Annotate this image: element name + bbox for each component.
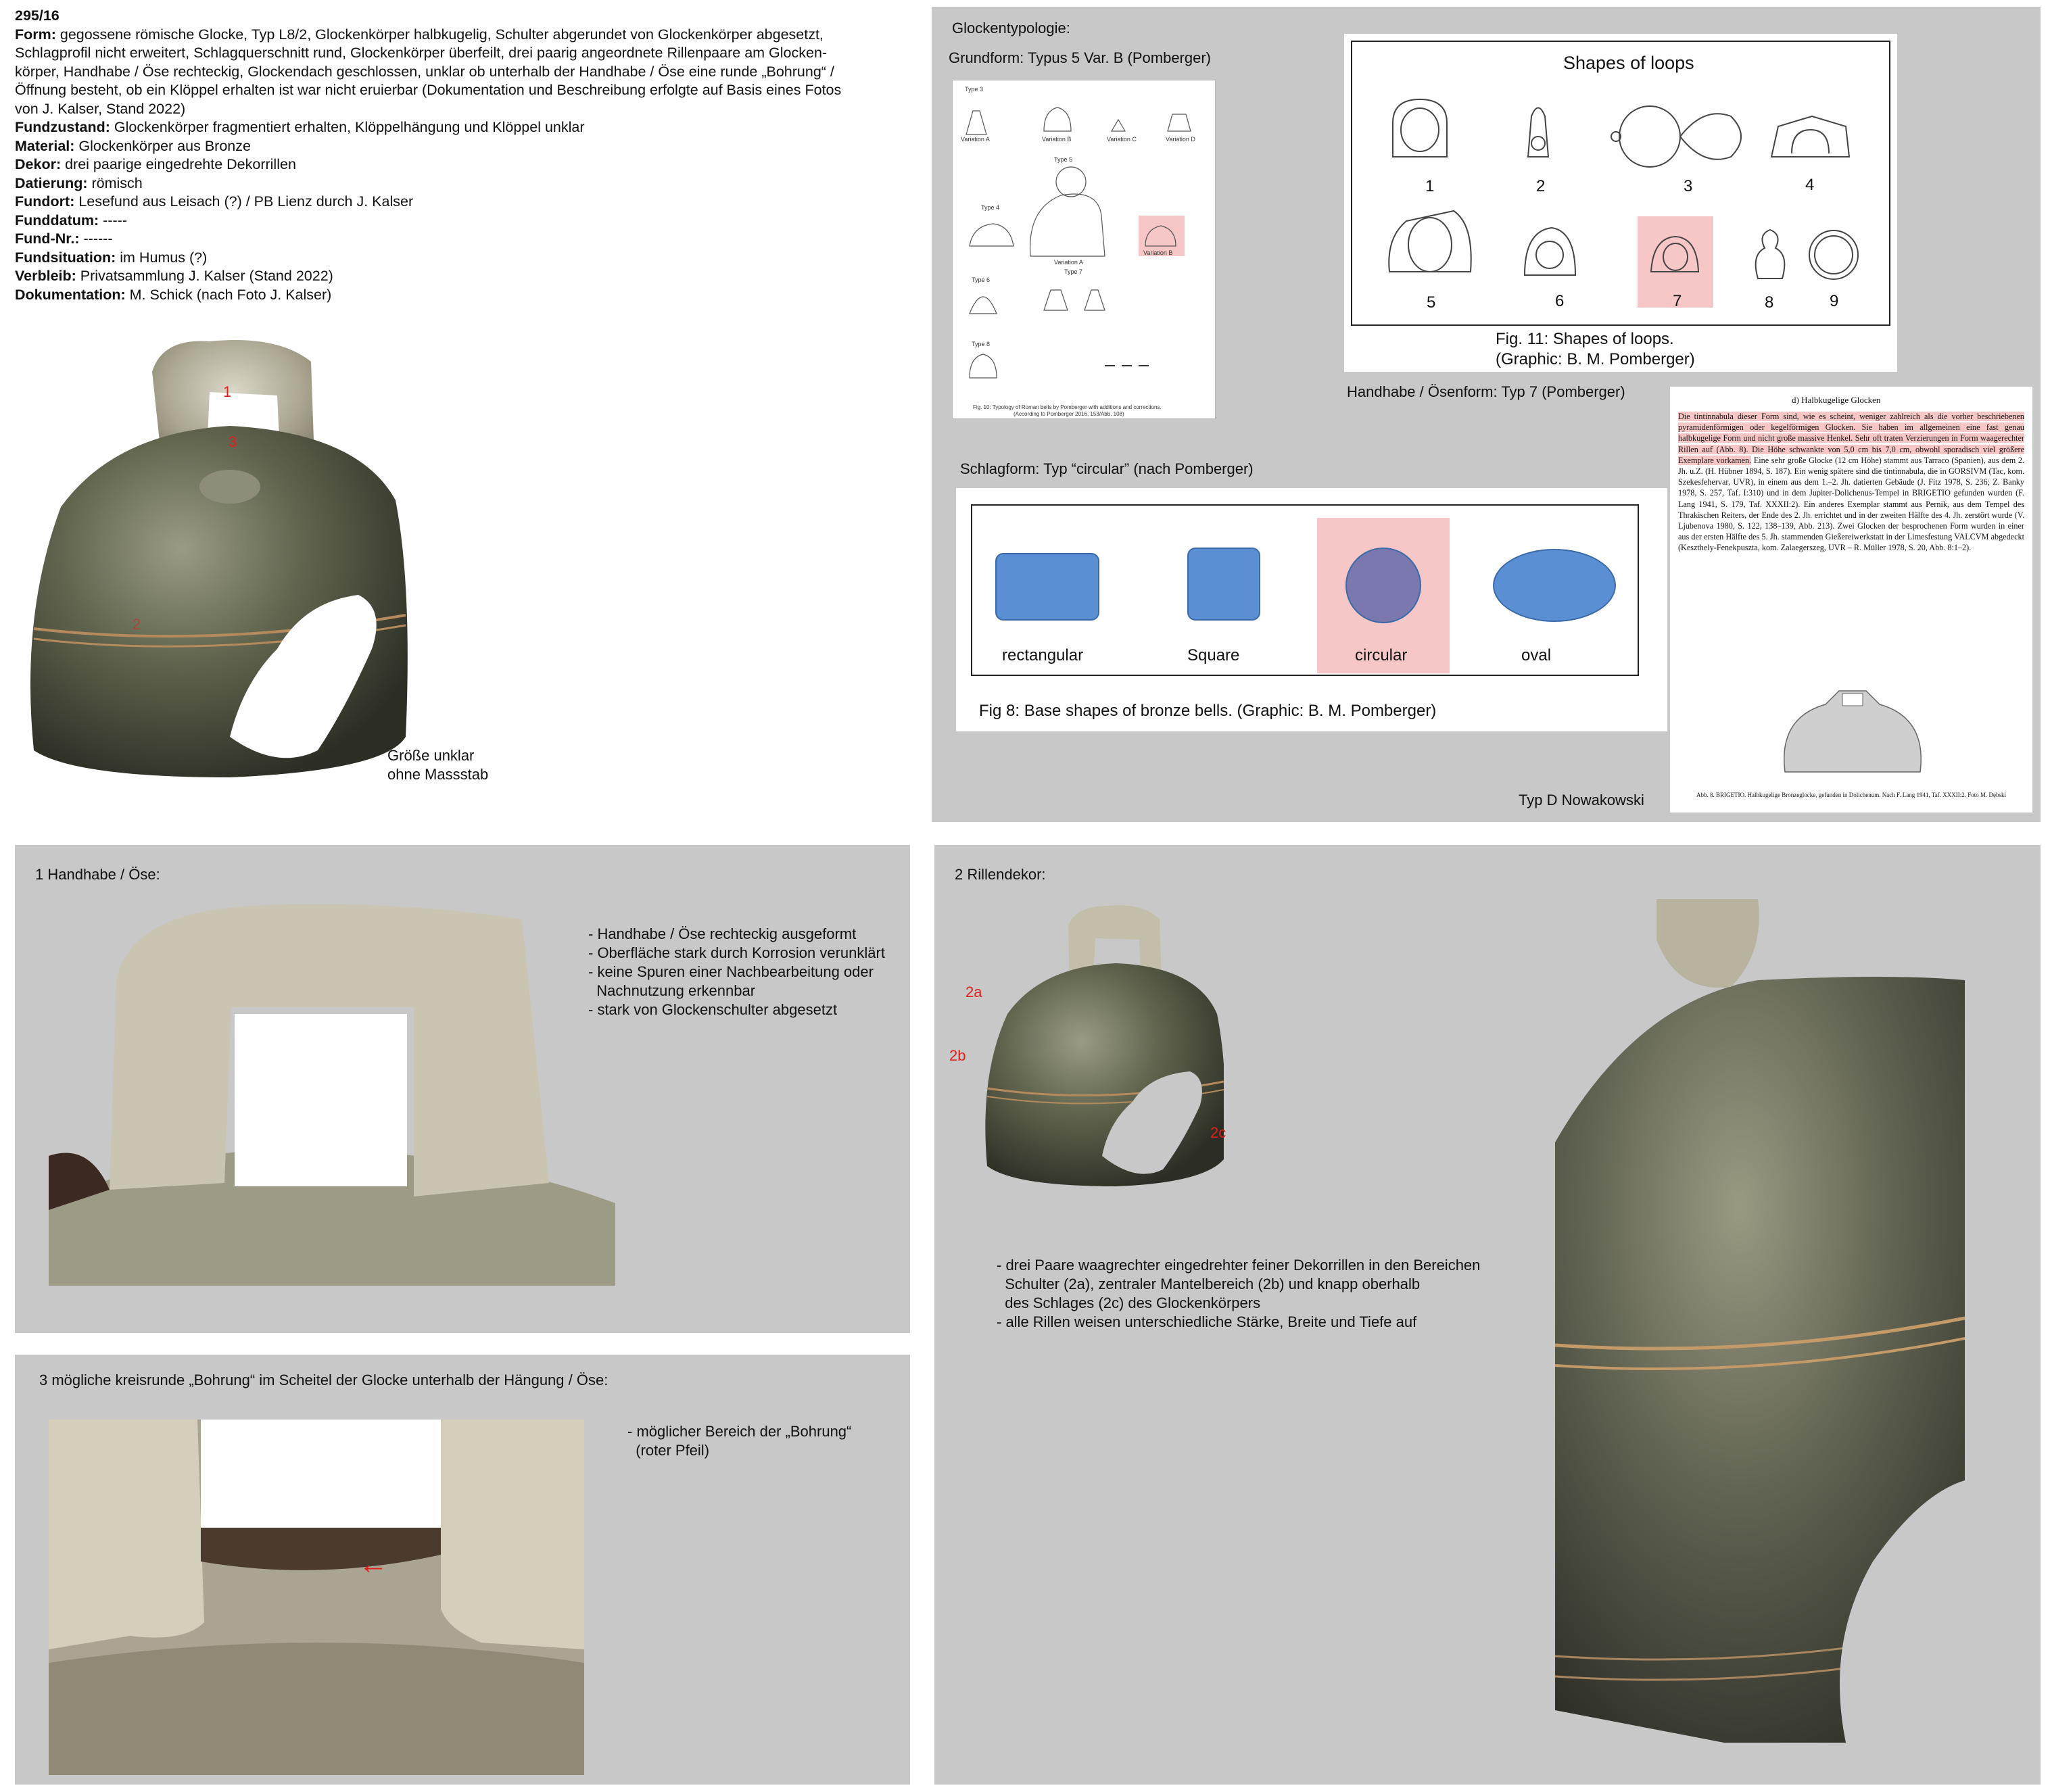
fig-label: Type 5 [1054,156,1073,163]
fig-label: Variation A [1054,259,1083,266]
red-arrow-icon: ← [358,1547,388,1580]
oval-shape [1493,549,1616,622]
excerpt-caption: Abb. 8. BRIGETIO. Halbkugelige Bronzeglocke, gefunden in Dolichenum. Nach F. Lang 1941, Taf. XXXII:2. Foto M. Dębski [1696,792,2006,798]
marker-3: 3 [229,433,237,450]
bullet: - keine Spuren einer Nachbearbeitung oder [588,963,874,980]
main-bell-photo [7,331,412,791]
field-value: gegossene römische Glocke, Typ L8/2, Glockenkörper halbkugelig, Schulter abgerundet von Glockenkörper abgesetzt, [55,26,824,43]
label-2b: 2b [949,1047,966,1064]
bullet: des Schlages (2c) des Glockenkörpers [997,1294,1261,1311]
field-row [15,155,924,174]
fig-label: Type 8 [972,341,991,347]
field-value: römisch [87,174,143,191]
field-row [15,174,924,193]
field-label: Fundsituation: [15,249,116,266]
loops-title: Shapes of loops [1563,53,1694,73]
section-title: 2 Rillendekor: [955,866,1046,883]
loop-number: 3 [1684,177,1693,195]
label-2a: 2a [966,984,982,1000]
scale-note: ohne Massstab [387,766,489,783]
field-value: ------ [79,231,113,247]
loop-number: 5 [1427,293,1436,312]
field-value: im Humus (?) [116,249,208,266]
field-label: Dokumentation: [15,286,126,303]
field-row [15,286,924,305]
shape-label: oval [1521,646,1552,664]
field-value: Glockenkörper aus Bronze [74,137,251,154]
field-value: M. Schick (nach Foto J. Kalser) [125,286,332,303]
literature-excerpt [1670,387,2032,813]
bullet: - alle Rillen weisen unterschiedliche Stärke, Breite und Tiefe auf [997,1313,1417,1330]
bell-illustration [7,331,412,791]
size-note: Größe unklar [387,747,475,764]
field-value: ----- [99,212,127,228]
typology-drawing [953,80,1215,418]
square-shape [1187,548,1260,621]
section-title: 3 mögliche kreisrunde „Bohrung“ im Scheitel der Glocke unterhalb der Hängung / Öse: [39,1372,609,1388]
field-label: Fundort: [15,193,75,210]
schlagform-label: Schlagform: Typ “circular” (nach Pomberger) [960,460,1254,477]
loop-number: 6 [1555,292,1565,310]
excerpt-bell-image [1771,677,1934,779]
field-row [15,137,924,156]
section-hole-panel [15,1355,910,1785]
field-value: drei paarige eingedrehte Dekorrillen [61,156,296,172]
excerpt-highlight: Die tintinnabula dieser Form sind, wie es scheint, weniger zahlreich als die vorher beschriebenen pyramidenförmigen oder kegelförmigen Glocken. Sie haben im allgemeinen eine fast genau halbkugelige Form und nicht große massive Henkel. Sehr oft traten Verzierungen in Form waagerechter Rillen auf (Abb. 8). Die Höhe schwankte von 5,0 cm bis 7,0 cm, obwohl sporadisch viel größere Exemplare vorkamen. [1678,412,2024,465]
bullet: - drei Paare waagrechter eingedrehter feiner Dekorrillen in den Bereichen [997,1257,1481,1274]
excerpt-rest: Eine sehr große Glocke (12 cm Höhe) stammt aus Tarraco (Spanien), aus dem 2. Jh. u.Z. (H. Hübner 1894, S. 187). Ein wenig spätere sind die tintinnabula, die in GORSIVM (Tac, kom. Szekesfehervar, UVR), in einem aus dem 1.–2. Jh. datierten Gebäude (J. Fitz 1978, S. 236; Z. Banky 1978, S. 257, Taf. I:310) und in dem Jupiter-Dolichenus-Tempel in BRIGETIO gefunden wurden (F. Lang 1941, S. 179, Taf. XXXII:2). Ein anderes Exemplar stammt aus Pernik, aus dem Tempel des Thrakischen Reiters, der Ende des 2. Jh. errichtet und in der zweiten Hälfte des 4. Jh. zerstört wurde (V. Ljubenova 1980, S. 122, 138–139, Abb. 213). Zwei Glocken der besprochenen Form wurden in einer aus der ersten Hälfte des 5. Jh. stammenden Gießereiwerkstatt in der Limesfestung VALCVM abgedeckt (Keszthely-Fenekpuszta, kom. Zalaegerszeg, UVR – R. Müller 1978, S. 20, Abb. 8:1–2). [1678,455,2024,553]
field-row [15,193,924,212]
loop-number: 4 [1805,176,1815,194]
field-label: Funddatum: [15,212,99,228]
bullet: - Handhabe / Öse rechteckig ausgeformt [588,925,857,942]
shape-label: Square [1187,646,1240,664]
loops-caption: (Graphic: B. M. Pomberger) [1496,350,1695,368]
excerpt-heading: d) Halbkugelige Glocken [1792,395,1881,405]
rectangular-shape [995,553,1099,621]
bullet: - stark von Glockenschulter abgesetzt [588,1001,838,1018]
bullet: - Oberfläche stark durch Korrosion verunklärt [588,944,885,961]
hole-closeup-drawing [49,1420,584,1775]
typology-title: Glockentypologie: [952,20,1070,37]
form-line: Öffnung besteht, ob ein Klöppel erhalten ist war nicht eruierbar (Dokumentation und Beschreibung erfolgte auf Basis eines Fotos [15,82,842,98]
field-row [15,267,924,286]
typology-panel [932,7,2041,822]
bullet: Schulter (2a), zentraler Mantelbereich (2b) und knapp oberhalb [997,1276,1421,1292]
handle-closeup-photo [49,899,615,1286]
loop-number: 2 [1536,177,1546,195]
bell-typology-figure [952,80,1216,419]
form-line [15,26,924,45]
nowakowski-label: Typ D Nowakowski [1519,792,1644,808]
loops-caption: Fig. 11: Shapes of loops. [1496,330,1674,348]
fig-caption: Fig. 10: Typology of Roman bells by Pomberger with additions and corrections. [973,404,1162,410]
section-handle-panel [15,845,910,1333]
fig-label: Variation C [1107,136,1137,143]
base-shapes-caption: Fig 8: Base shapes of bronze bells. (Graphic: B. M. Pomberger) [979,702,1437,720]
fig-label: Type 6 [972,276,991,283]
form-line: Schlagprofil nicht erweitert, Schlagquerschnitt rund, Glockenkörper überfeilt, drei paarig angeordnete Rillenpaare am Glocken- [15,45,828,61]
bullet: - möglicher Bereich der „Bohrung“ [627,1423,852,1440]
fig-label: Type 3 [965,86,984,93]
loop-number: 1 [1425,177,1435,195]
fig-label: Type 4 [981,204,1000,211]
field-row [15,212,924,231]
excerpt-body [1678,411,2024,554]
loops-frame [1351,41,1890,326]
bullet: (roter Pfeil) [627,1442,710,1459]
fig-label: Variation B [1143,249,1173,256]
field-label: Datierung: [15,174,88,191]
grooves-closeup-photo [1555,899,1965,1743]
loop-number: 9 [1830,292,1839,310]
form-line: körper, Handhabe / Öse rechteckig, Glockendach geschlossen, unklar ob unterhalb der Handhabe / Öse eine runde „Bohrung“ / [15,63,834,80]
field-value: Privatsammlung J. Kalser (Stand 2022) [76,268,333,284]
section-title: 1 Handhabe / Öse: [35,866,160,883]
section-grooves-panel [934,845,2041,1785]
form-line: von J. Kalser, Stand 2022) [15,100,186,117]
loop-number: 7 [1673,292,1682,310]
record-id: 295/16 [15,7,59,24]
bullet: Nachnutzung erkennbar [588,982,756,999]
field-row [15,118,924,137]
field-label: Fundzustand: [15,119,110,135]
label-2c: 2c [1210,1124,1226,1141]
field-label: Dekor: [15,156,62,172]
fig-caption: (According to Pomberger 2016, 153/Abb. 108) [1014,411,1124,417]
handle-closeup-drawing [49,899,615,1286]
base-shapes-frame [971,504,1639,676]
base-shapes-figure [956,488,1667,731]
fig-label: Variation A [961,136,990,143]
circular-shape [1345,548,1421,623]
hole-closeup-photo [49,1420,584,1775]
field-label: Verbleib: [15,268,76,284]
shape-label: rectangular [1002,646,1084,664]
grundform-label: Grundform: Typus 5 Var. B (Pomberger) [949,49,1212,66]
small-bell-photo [967,899,1224,1196]
field-value: Glockenkörper fragmentiert erhalten, Klöppelhängung und Klöppel unklar [110,119,585,135]
marker-1: 1 [223,383,232,400]
handhabe-label: Handhabe / Ösenform: Typ 7 (Pomberger) [1347,383,1625,400]
field-label: Material: [15,137,75,154]
shape-label: circular [1355,646,1408,664]
marker-2: 2 [133,616,141,633]
fig-label: Variation B [1042,136,1072,143]
find-record [15,7,924,304]
loops-figure [1344,34,1897,372]
loop-number: 8 [1765,293,1774,312]
fig-label: Variation D [1166,136,1195,143]
field-value: Lesefund aus Leisach (?) / PB Lienz durch J. Kalser [74,193,414,210]
fig-label: Type 7 [1064,268,1083,275]
field-label: Form: [15,26,56,43]
field-row [15,230,924,249]
field-label: Fund-Nr.: [15,231,80,247]
field-row [15,249,924,268]
